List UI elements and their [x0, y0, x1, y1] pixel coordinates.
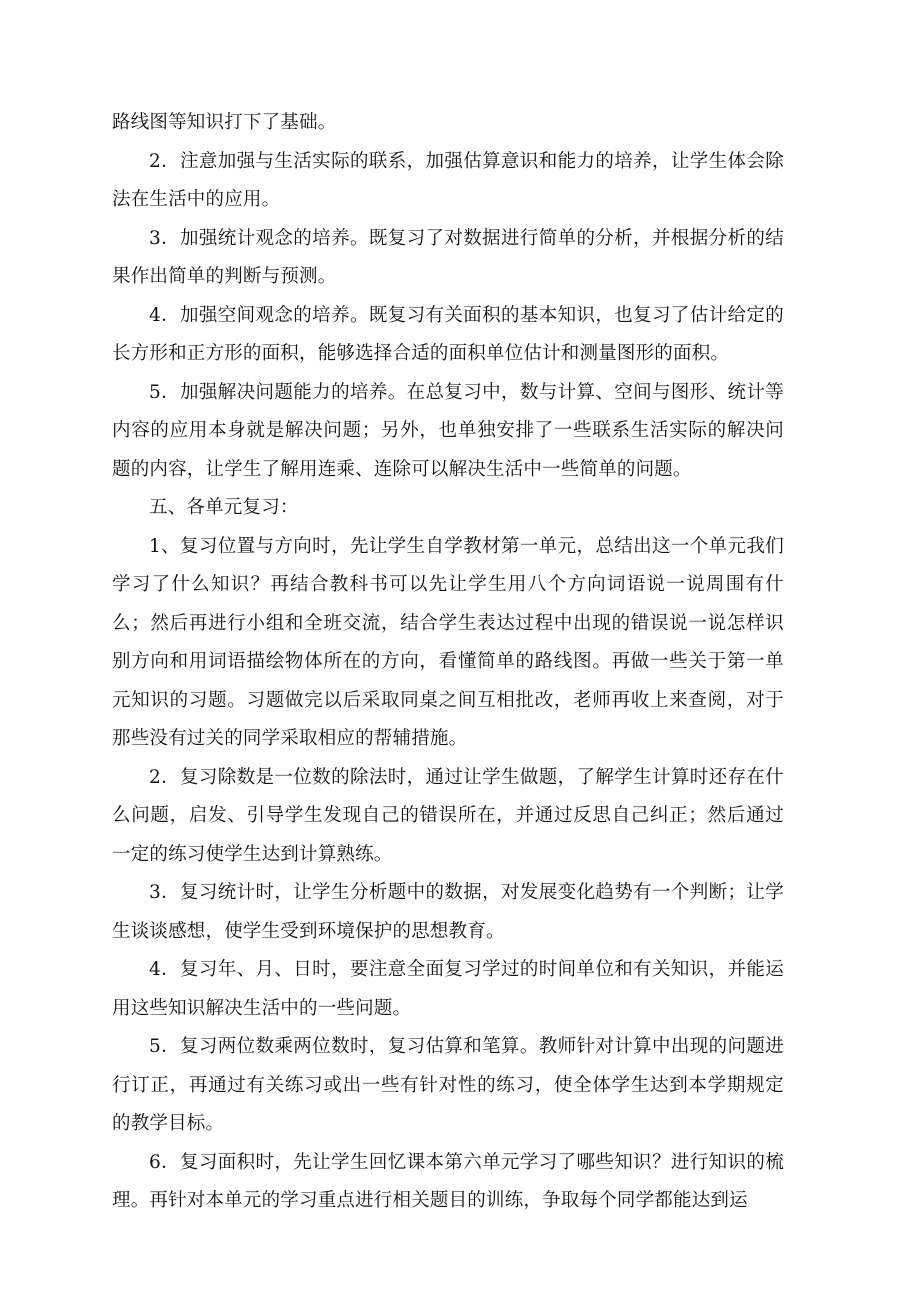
- document-page: [112, 104, 784, 1221]
- paragraph-1: 路线图等知识打下了基础。: [112, 112, 337, 133]
- paragraph-12: 6．复习面积时，先让学生回忆课本第六单元学习了哪些知识？进行知识的梳理。再针对本单元的学习重点进行相关题目的训练，争取每个同学都能达到运: [112, 1151, 784, 1211]
- paragraph-2: 2．注意加强与生活实际的联系，加强估算意识和能力的培养，让学生体会除法在生活中的应用。: [112, 150, 784, 210]
- paragraph-10: 4．复习年、月、日时，要注意全面复习学过的时间单位和有关知识，并能运用这些知识解决生活中的一些问题。: [112, 959, 784, 1019]
- section-heading: 五、各单元复习：: [149, 497, 299, 518]
- paragraph-11: 5．复习两位数乘两位数时，复习估算和笔算。教师针对计算中出现的问题进行订正，再通过有关练习或出一些有针对性的练习，使全体学生达到本学期规定的教学目标。: [112, 1036, 784, 1134]
- paragraph-3: 3．加强统计观念的培养。既复习了对数据进行简单的分析，并根据分析的结果作出简单的判断与预测。: [112, 227, 784, 287]
- paragraph-5: 5．加强解决问题能力的培养。在总复习中，数与计算、空间与图形、统计等内容的应用本身就是解决问题；另外，也单独安排了一些联系生活实际的解决问题的内容，让学生了解用连乘、连除可以解决生活中一些简单的问题。: [112, 381, 784, 480]
- paragraph-9: 3．复习统计时，让学生分析题中的数据，对发展变化趋势有一个判断；让学生谈谈感想，使学生受到环境保护的思想教育。: [112, 882, 784, 942]
- paragraph-8: 2．复习除数是一位数的除法时，通过让学生做题，了解学生计算时还存在什么问题，启发、引导学生发现自己的错误所在，并通过反思自己纠正；然后通过一定的练习使学生达到计算熟练。: [112, 766, 784, 865]
- paragraph-4: 4．加强空间观念的培养。既复习有关面积的基本知识，也复习了估计给定的长方形和正方形的面积，能够选择合适的面积单位估计和测量图形的面积。: [112, 304, 784, 364]
- paragraph-7: 1、复习位置与方向时，先让学生自学教材第一单元，总结出这一个单元我们学习了什么知识？再结合教科书可以先让学生用八个方向词语说一说周围有什么；然后再进行小组和全班交流，结合学生表达过程中出现的错误说一说怎样识别方向和用词语描绘物体所在的方向，看懂简单的路线图。再做一些关于第一单元知识的习题。习题做完以后采取同桌之间互相批改，老师再收上来查阅，对于那些没有过关的同学采取相应的帮辅措施。: [112, 535, 784, 749]
